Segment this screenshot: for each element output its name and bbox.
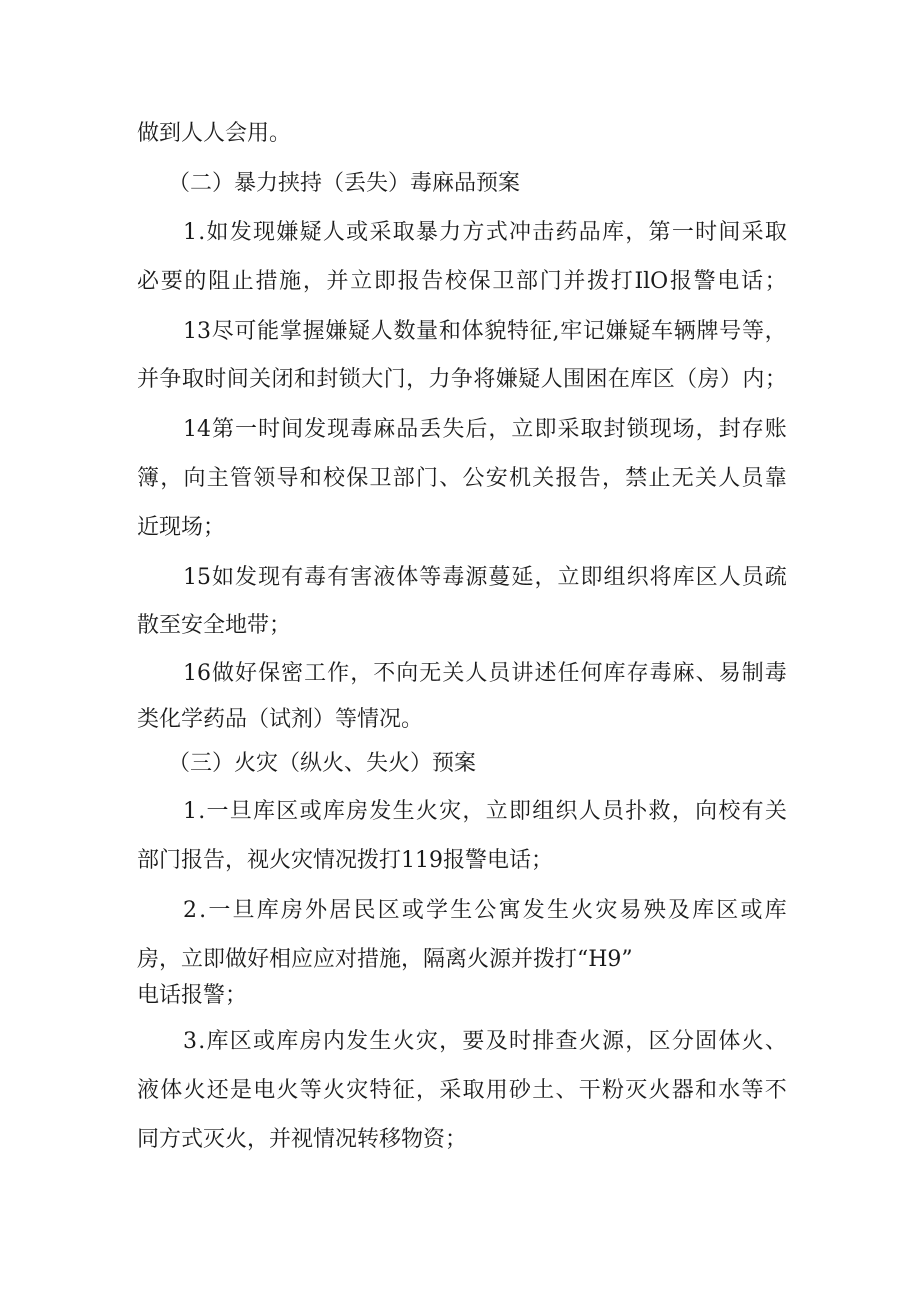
text-line: 电话报警； [137,983,248,1008]
text-line: 类化学药品（试剂）等情况。 [137,707,424,732]
section-heading: （三）火灾（纵火、失火）预案 [168,751,477,776]
text-line: 部门报告，视火灾情况拨打119报警电话； [137,848,553,873]
text-line: 散至安全地带； [137,613,292,638]
text-line: 同方式灭火，并视情况转移物资； [137,1127,468,1152]
text-line: 3 . 库 区 或 库 房 内 发 生 火 灾 ， 要 及 时 排 查 火 源 ， 区 分 固 体 火 、 [183,1029,787,1054]
text-line: 簿 ， 向 主 管 领 导 和 校 保 卫 部 门 、 公 安 机 关 报 告 ， 禁 止 无 关 人 员 靠 [137,466,787,491]
text-line: 近现场； [137,515,226,540]
text-line: 房，立即做好相应应对措施，隔离火源并拨打“H9” [137,947,633,972]
text-line: 必 要 的 阻 止 措 施 ， 并 立 即 报 告 校 保 卫 部 门 并 拨 打 IlO 报 警 电 话 ； [137,269,787,294]
section-heading: （二）暴力挟持（丢失）毒麻品预案 [168,171,521,196]
text-line: 15 如 发 现 有 毒 有 害 液 体 等 毒 源 蔓 延 ， 立 即 组 织 将 库 区 人 员 疏 [183,565,787,590]
text-line: 做到人人会用。 [137,121,292,146]
text-line: 14 第 一 时 间 发 现 毒 麻 品 丢 失 后 ， 立 即 采 取 封 锁 现 场 ， 封 存 账 [183,417,787,442]
text-line: 16 做 好 保 密 工 作 ， 不 向 无 关 人 员 讲 述 任 何 库 存 毒 麻 、 易 制 毒 [183,661,787,686]
text-line: 并 争 取 时 间 关 闭 和 封 锁 大 门 ， 力 争 将 嫌 疑 人 围 困 在 库 区 （ 房 ） 内 ； [137,367,787,392]
text-line: 1 . 一 旦 库 区 或 库 房 发 生 火 灾 ， 立 即 组 织 人 员 扑 救 ， 向 校 有 关 [183,799,787,824]
text-line: 1 . 如 发 现 嫌 疑 人 或 采 取 暴 力 方 式 冲 击 药 品 库 ， 第 一 时 间 采 取 [183,220,787,245]
text-line: 液 体 火 还 是 电 火 等 火 灾 特 征 ， 采 取 用 砂 土 、 干 粉 灭 火 器 和 水 等 不 [137,1078,787,1103]
text-line: 13 尽 可 能 掌 握 嫌 疑 人 数 量 和 体 貌 特 征 , 牢 记 嫌 疑 车 辆 牌 号 等 ， [183,319,787,344]
text-line: 2 . 一 旦 库 房 外 居 民 区 或 学 生 公 寓 发 生 火 灾 易 殃 及 库 区 或 库 [183,898,787,923]
